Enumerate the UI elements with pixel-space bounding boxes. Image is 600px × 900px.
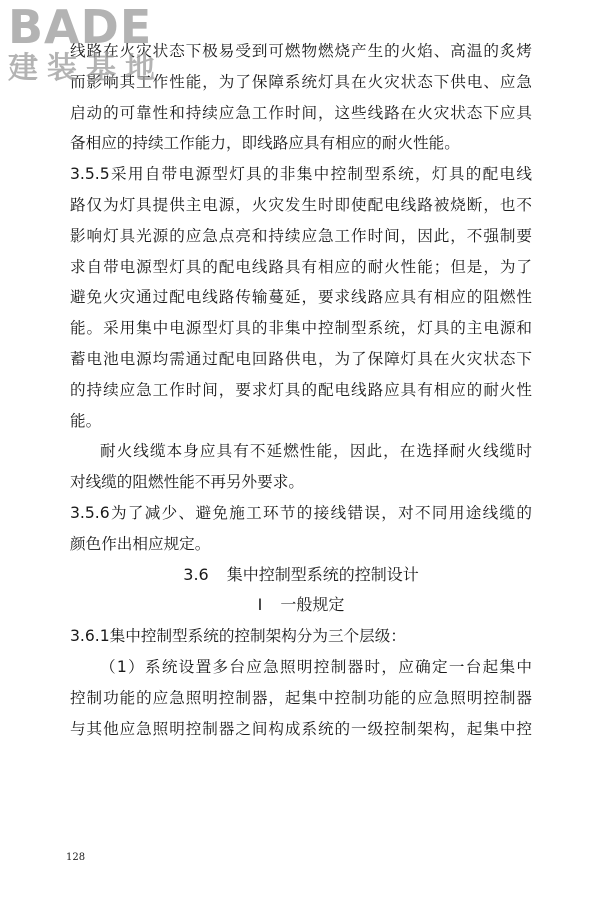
list-item-1	[70, 652, 532, 744]
section-number: 3.6	[183, 564, 209, 584]
text-line: 求自带电源型灯具的配电线路具有相应的耐火性能；但是，为了	[70, 257, 532, 276]
subsection-number: Ⅰ	[257, 595, 263, 615]
text-line: 避免火灾通过配电线路传输蔓延，要求线路应具有相应的阻燃性	[70, 288, 532, 307]
text-line: 耐火线缆本身应具有不延燃性能，因此，在选择耐火线缆时	[100, 442, 532, 461]
text-line: 备相应的持续工作能力，即线路应具有相应的耐火性能。	[70, 134, 460, 153]
paragraph-fire-cable	[70, 436, 532, 498]
text-line: 而影响其工作性能，为了保障系统灯具在火灾状态下供电、应急	[70, 72, 532, 91]
text-line: 3.5.6为了减少、避免施工环节的接线错误，对不同用途线缆的	[70, 503, 532, 522]
text-line: 线路在火灾状态下极易受到可燃物燃烧产生的火焰、高温的炙烤	[70, 42, 532, 60]
text-line: 3.5.5采用自带电源型灯具的非集中控制型系统，灯具的配电线	[70, 165, 532, 184]
text-line: 控制功能的应急照明控制器，起集中控制功能的应急照明控制器	[70, 688, 532, 707]
text-line: 的持续应急工作时间，要求灯具的配电线路应具有相应的耐火性	[70, 380, 532, 399]
text-line: 启动的可靠性和持续应急工作时间，这些线路在火灾状态下应具	[70, 103, 532, 122]
clause-3-5-5	[70, 159, 532, 436]
text-line: 影响灯具光源的应急点亮和持续应急工作时间，因此，不强制要	[70, 226, 532, 245]
watermark-cjk-text: 建装基地	[8, 51, 164, 86]
section-title: 集中控制型系统的控制设计	[226, 564, 419, 584]
watermark-logo	[6, 0, 176, 90]
text-line: 路仅为灯具提供主电源，火灾发生时即使配电线路被烧断，也不	[70, 195, 532, 214]
body-text	[70, 36, 532, 744]
text-line: 能。	[70, 411, 102, 430]
subsection-heading-general	[70, 590, 532, 621]
clause-3-6-1	[70, 621, 532, 652]
watermark-latin-text: BADE	[8, 0, 153, 54]
text-line: （1）系统设置多台应急照明控制器时，应确定一台起集中	[100, 657, 532, 676]
text-line: 能。采用集中电源型灯具的非集中控制型系统，灯具的主电源和	[70, 319, 532, 338]
text-line: 对线缆的阻燃性能不再另外要求。	[70, 473, 304, 492]
subsection-title: 一般规定	[280, 595, 345, 615]
text-line: 蓄电池电源均需通过配电回路供电，为了保障灯具在火灾状态下	[70, 349, 532, 368]
text-line: 3.6.1集中控制型系统的控制架构分为三个层级：	[70, 627, 406, 646]
page-number: 128	[66, 852, 86, 863]
text-line: 颜色作出相应规定。	[70, 534, 211, 553]
section-heading-3-6	[70, 560, 532, 591]
text-line: 与其他应急照明控制器之间构成系统的一级控制架构，起集中控	[70, 719, 532, 738]
clause-3-5-6	[70, 498, 532, 560]
